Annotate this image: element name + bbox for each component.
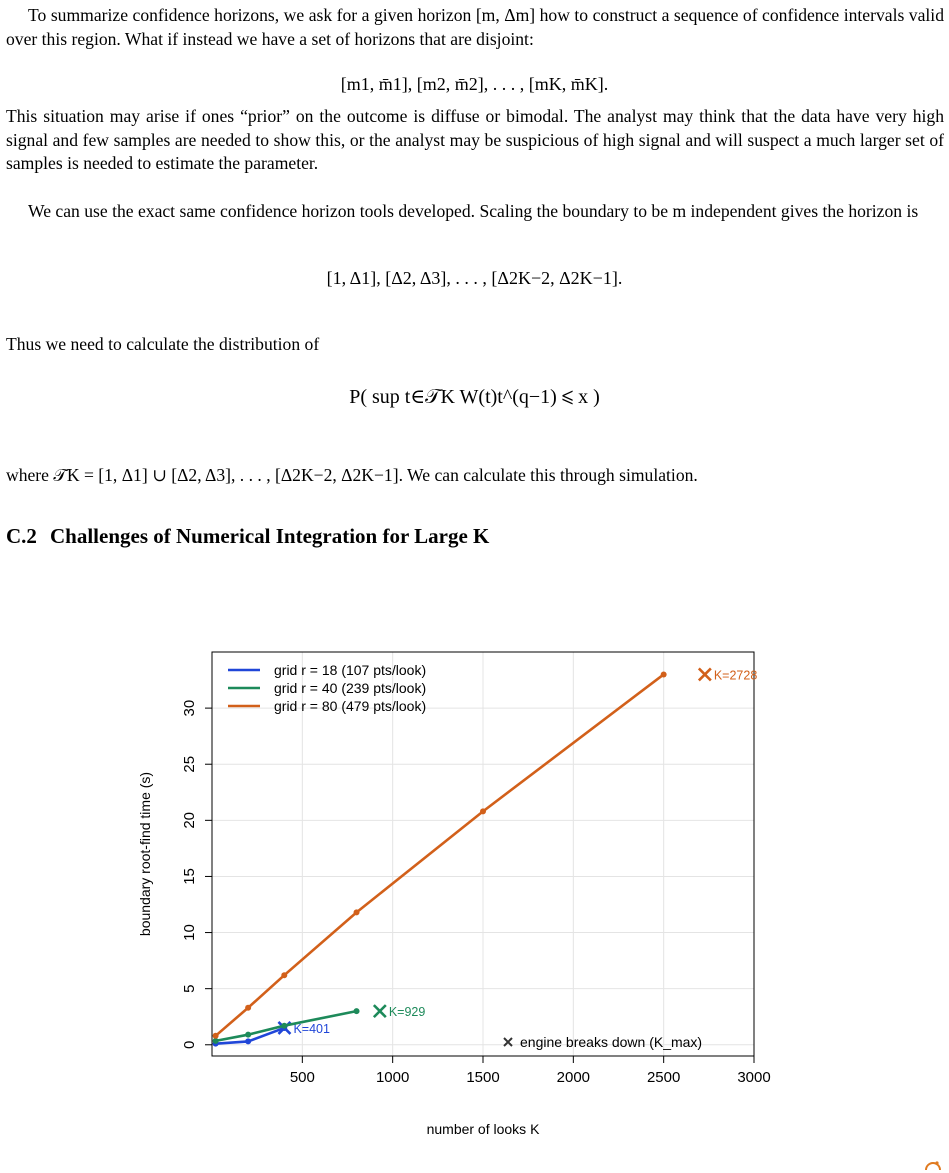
x-tick-label: 2500 — [646, 1069, 681, 1086]
legend-label: grid r = 18 (107 pts/look) — [274, 662, 427, 678]
x-tick-label: 2000 — [556, 1069, 591, 1086]
data-point — [245, 1032, 251, 1038]
x-tick-label: 1500 — [466, 1069, 500, 1086]
logo-icon — [924, 1160, 942, 1170]
data-point — [480, 808, 486, 814]
timing-chart — [120, 640, 800, 1160]
paragraph-intro: To summarize confidence horizons, we ask for a given horizon [m, Δm] how to construct a sequence of confidence intervals valid over this region. What if instead we have a set of horizons that are disjoint: — [6, 5, 944, 49]
equation-horizons — [0, 74, 949, 95]
series-line — [216, 674, 664, 1035]
equation-probability-text: P( sup t∈𝒯K W(t)t^(q−1) ⩽ x ) — [349, 386, 600, 408]
section-title: Challenges of Numerical Integration for Large K — [50, 524, 490, 548]
data-point — [354, 909, 360, 915]
equation-delta-horizons — [0, 268, 949, 289]
paragraph-prior: This situation may arise if ones “prior” on the outcome is diffuse or bimodal. The analyst may think that the data have very high signal and few samples are needed to show this, or the analyst may be suspicious of high signal and will suspect a much larger set of samples is needed to estimate the parameter. — [6, 106, 944, 174]
kmax-label: K=929 — [388, 1005, 426, 1020]
y-tick-label: 5 — [181, 984, 198, 993]
section-heading — [6, 524, 489, 549]
y-axis-label: boundary root-find time (s) — [137, 771, 153, 937]
data-point — [661, 671, 667, 677]
legend-label: grid r = 80 (479 pts/look) — [274, 698, 427, 714]
kmax-label: K=401 — [293, 1021, 330, 1036]
data-point — [213, 1033, 219, 1039]
data-point — [281, 1023, 287, 1029]
data-point — [245, 1005, 251, 1011]
y-tick-label: 20 — [181, 811, 198, 829]
data-point — [354, 1008, 360, 1014]
x-tick-label: 3000 — [737, 1069, 771, 1086]
x-axis-label: number of looks K — [426, 1121, 540, 1137]
section-number: C.2 — [6, 524, 37, 548]
paragraph-simulation: where 𝒯K = [1, Δ1] ∪ [Δ2, Δ3], . . . , [Δ2K−2, Δ2K−1]. We can calculate this through simulation. — [6, 465, 698, 485]
data-point — [281, 972, 287, 978]
legend-label: grid r = 40 (239 pts/look) — [274, 680, 427, 696]
paragraph-distribution: Thus we need to calculate the distribution of — [6, 334, 320, 354]
y-tick-label: 25 — [181, 755, 198, 773]
x-tick-label: 500 — [289, 1069, 315, 1086]
paragraph-scaling: We can use the exact same confidence horizon tools developed. Scaling the boundary to be m independent gives the horizon is — [28, 201, 919, 221]
y-tick-label: 0 — [181, 1040, 198, 1049]
y-tick-label: 10 — [181, 924, 198, 941]
annotation-label: engine breaks down (K_max) — [520, 1034, 703, 1050]
y-tick-label: 30 — [181, 699, 198, 717]
equation-delta-text: [1, Δ1], [Δ2, Δ3], . . . , [Δ2K−2, Δ2K−1]. — [326, 268, 623, 288]
equation-horizons-text: [m1, m̄1], [m2, m̄2], . . . , [mK, m̄K]. — [340, 74, 609, 94]
kmax-marker — [374, 1005, 386, 1017]
chart-svg — [120, 640, 800, 1160]
data-point — [245, 1038, 251, 1044]
x-tick-label: 1000 — [375, 1069, 410, 1086]
y-tick-label: 15 — [181, 868, 198, 885]
equation-probability — [0, 384, 949, 409]
kmax-marker — [699, 668, 711, 680]
kmax-label: K=2728 — [713, 668, 758, 683]
